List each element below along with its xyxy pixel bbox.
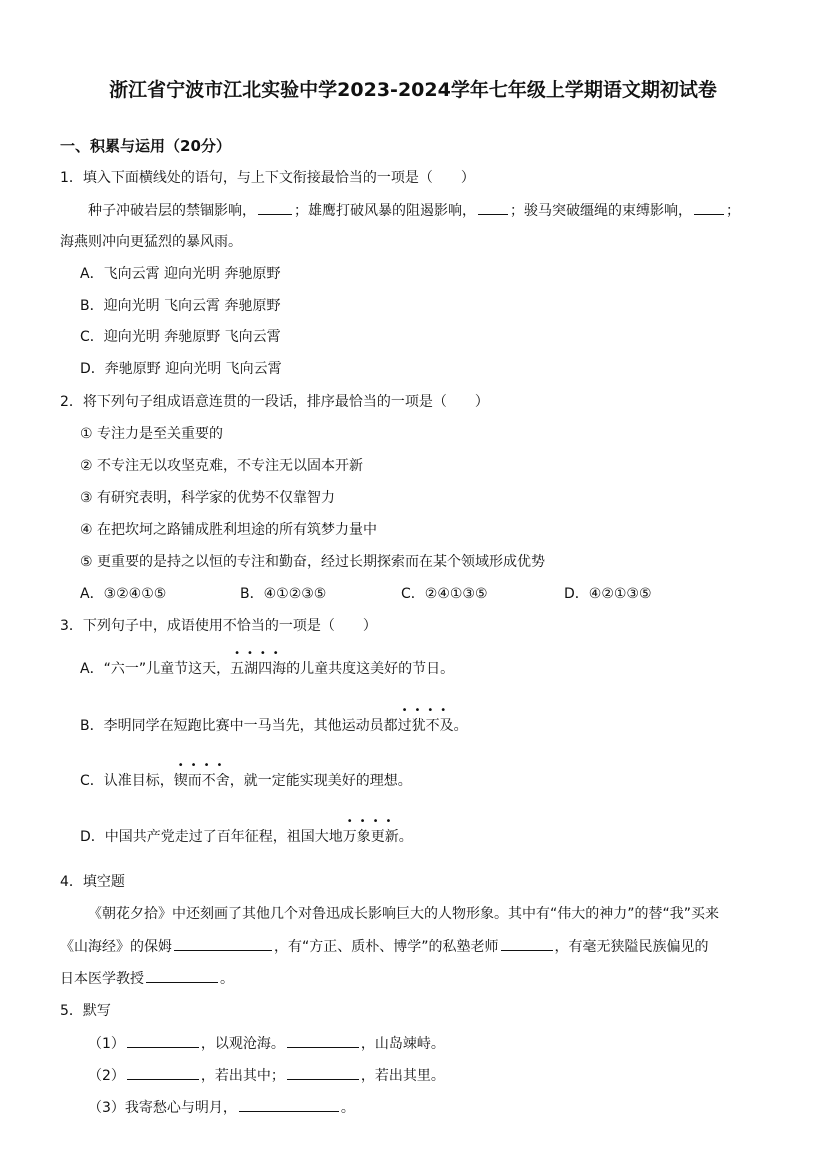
option-d xyxy=(80,816,413,847)
blank-line xyxy=(501,936,553,951)
passage-text: ，若出其里。 xyxy=(360,1068,445,1084)
option-b: B．④①②③⑤ xyxy=(240,586,327,602)
item-number: （2） xyxy=(88,1068,125,1084)
question-4-line: 《朝花夕拾》中还刻画了其他几个对鲁迅成长影响巨大的人物形象。其中有“伟大的神力”的替“我”买来 xyxy=(88,906,720,922)
question-2-stem: 2．将下列句子组成语意连贯的一段话，排序最恰当的一项是（ ） xyxy=(60,394,489,410)
blank-line xyxy=(146,968,218,983)
section-heading: 一、积累与运用（20分） xyxy=(60,137,231,155)
question-4-line xyxy=(60,968,234,989)
question-4-line xyxy=(60,936,709,957)
option-text: ，就一定能实现美好的理想。 xyxy=(229,773,412,789)
emphasis-dots: •••• xyxy=(401,705,454,716)
option-a: A．③②④①⑤ xyxy=(80,586,167,602)
option-c: C．迎向光明 奔驰原野 飞向云霄 xyxy=(80,329,281,345)
passage-text: 我寄愁心与明月， xyxy=(124,1100,237,1116)
idiom-text: 过犹不及 xyxy=(397,718,454,734)
page-title: 浙江省宁波市江北实验中学2023-2024学年七年级上学期语文期初试卷 xyxy=(109,79,717,101)
idiom-text: 万象更新 xyxy=(342,829,399,845)
blank-line xyxy=(287,1065,359,1080)
blank-line xyxy=(239,1097,339,1112)
sentence-item: ⑤ 更重要的是持之以恒的专注和勤奋，经过长期探索而在某个领域形成优势 xyxy=(80,554,545,570)
blank-line xyxy=(127,1065,199,1080)
passage-text: 。 xyxy=(340,1100,355,1116)
question-1-stem: 1．填入下面横线处的语句，与上下文衔接最恰当的一项是（ ） xyxy=(60,170,475,186)
option-text: B．李明同学在短跑比赛中一马当先，其他运动员都 xyxy=(80,718,398,734)
passage-text: ，以观沧海。 xyxy=(200,1036,285,1052)
option-text: D．中国共产党走过了百年征程，祖国大地 xyxy=(80,829,343,845)
emphasis-dots: •••• xyxy=(234,648,286,659)
passage-text: ，有“方正、质朴、博学”的私塾老师 xyxy=(274,939,499,955)
emphasis-dots: •••• xyxy=(177,760,230,771)
option-text: 。 xyxy=(453,718,468,734)
blank-line xyxy=(287,1033,359,1048)
option-a xyxy=(80,648,455,679)
option-b xyxy=(80,705,468,736)
emphasized-idiom xyxy=(230,648,287,677)
passage-text: 。 xyxy=(220,971,234,987)
passage-text: ，有毫无狭隘民族偏见的 xyxy=(554,939,709,955)
emphasized-idiom xyxy=(342,816,399,845)
passage-text: ，山岛竦峙。 xyxy=(360,1036,445,1052)
emphasized-idiom xyxy=(397,705,454,734)
blank-line xyxy=(127,1033,199,1048)
item-number: （1） xyxy=(88,1036,125,1052)
passage-text: 《山海经》的保姆 xyxy=(60,939,172,955)
recitation-line-3 xyxy=(88,1097,355,1118)
blank-line xyxy=(258,200,292,215)
sentence-item: ② 不专注无以攻坚克难，不专注无以固本开新 xyxy=(80,458,363,474)
passage-text: 日本医学教授 xyxy=(60,971,144,987)
option-c xyxy=(80,760,412,791)
sentence-item: ① 专注力是至关重要的 xyxy=(80,426,224,442)
option-text: C．认准目标， xyxy=(80,773,174,789)
passage-text: ； xyxy=(726,203,740,219)
sentence-item: ③ 有研究表明，科学家的优势不仅靠智力 xyxy=(80,490,335,506)
option-c: C．②④①③⑤ xyxy=(401,586,488,602)
option-a: A．飞向云霄 迎向光明 奔驰原野 xyxy=(80,266,281,282)
idiom-text: 锲而不舍 xyxy=(173,773,230,789)
option-text: A．“六一”儿童节这天， xyxy=(80,661,231,677)
question-3-stem: 3．下列句子中，成语使用不恰当的一项是（ ） xyxy=(60,618,377,634)
idiom-text: 五湖四海 xyxy=(230,661,287,677)
passage-text: ；骏马突破缰绳的束缚影响， xyxy=(510,203,692,219)
sentence-item: ④ 在把坎坷之路铺成胜利坦途的所有筑梦力量中 xyxy=(80,522,377,538)
emphasis-dots: •••• xyxy=(346,816,399,827)
blank-line xyxy=(478,200,508,215)
blank-line xyxy=(694,200,724,215)
question-5-stem: 5．默写 xyxy=(60,1003,111,1019)
passage-text: ；雄鹰打破风暴的阻遏影响， xyxy=(294,203,476,219)
question-1-passage xyxy=(88,200,740,221)
option-d: D．④②①③⑤ xyxy=(564,586,652,602)
passage-text: 种子冲破岩层的禁锢影响， xyxy=(88,203,256,219)
recitation-line-2 xyxy=(88,1065,445,1086)
recitation-line-1 xyxy=(88,1033,445,1054)
option-b: B．迎向光明 飞向云霄 奔驰原野 xyxy=(80,298,281,314)
item-number: （3） xyxy=(88,1100,125,1116)
option-text: 的儿童共度这美好的节日。 xyxy=(286,661,455,677)
question-1-passage-end: 海燕则冲向更猛烈的暴风雨。 xyxy=(60,234,242,250)
emphasized-idiom xyxy=(173,760,230,789)
passage-text: ，若出其中； xyxy=(200,1068,285,1084)
option-d: D．奔驰原野 迎向光明 飞向云霄 xyxy=(80,361,282,377)
blank-line xyxy=(174,936,272,951)
question-4-stem: 4．填空题 xyxy=(60,874,125,890)
option-text: 。 xyxy=(398,829,413,845)
